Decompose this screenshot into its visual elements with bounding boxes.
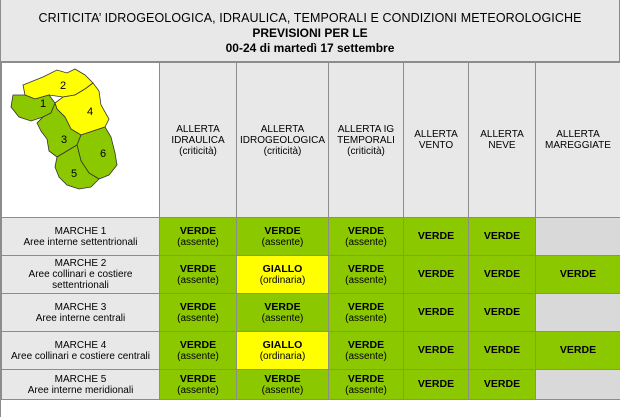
alert-level: VERDE [179,262,217,275]
alert-status-cell [329,370,404,400]
alert-status-cell [536,370,620,400]
col-label: ALLERTA [556,129,600,140]
alert-level: VERDE [417,344,455,356]
alert-status-cell [237,256,329,294]
col-label: IDRAULICA [171,134,225,146]
alert-status-cell [160,370,237,400]
zone-name-cell [2,370,160,400]
col-label: ALLERTA [480,129,524,140]
alert-status-cell [404,218,469,256]
col-neve [469,63,536,218]
zone-name-cell [2,218,160,256]
alert-level: VERDE [483,230,521,242]
map-label-zone-1: 1 [39,98,46,110]
zone-code: MARCHE 2 [54,258,107,269]
alert-level: VERDE [264,372,301,385]
alert-status-cell [160,294,237,332]
alert-level: GIALLO [262,262,303,275]
col-label: ALLERTA [260,123,305,135]
col-label: IDROGEOLOGICA [239,134,325,146]
alert-level: VERDE [347,224,385,237]
col-label: ALLERTA [176,123,220,135]
criticality-level: (assente) [345,350,387,362]
col-label: ALLERTA IG [337,123,395,135]
alert-status-cell [404,370,469,400]
alert-status-cell [469,332,536,370]
zone-name-cell [2,294,160,332]
alert-status-cell [536,256,620,294]
map-label-zone-5: 5 [70,168,77,180]
criticality-level: (assente) [177,274,219,286]
criticality-level: (ordinaria) [259,274,306,286]
alert-status-cell [469,256,536,294]
alert-status-cell [160,332,237,370]
alert-level: VERDE [264,224,301,237]
col-temporali [329,63,404,218]
criticality-level: (assente) [345,384,387,396]
zone-area: settentrionali [52,280,109,291]
alert-level: VERDE [179,338,217,351]
criticality-level: (assente) [177,312,219,324]
alert-status-cell [237,370,329,400]
col-idrogeologica [237,63,329,218]
zone-area: Aree interne meridionali [27,384,134,396]
col-label: MAREGGIATE [545,140,611,151]
alert-status-cell [469,294,536,332]
forecast-label: PREVISIONI PER LE [252,26,368,40]
alert-level: VERDE [483,268,521,280]
alert-status-cell [237,294,329,332]
zone-row [2,256,620,294]
alert-level: VERDE [347,262,385,275]
col-label: VENTO [418,140,454,151]
alert-level: VERDE [264,300,301,313]
alert-status-cell [329,256,404,294]
alert-level: VERDE [483,306,521,318]
alert-level: VERDE [559,268,597,280]
criticality-level: (assente) [177,384,219,396]
zone-code: MARCHE 1 [54,225,107,237]
map-label-zone-2: 2 [59,80,66,92]
col-vento [404,63,469,218]
alert-status-cell [404,332,469,370]
alert-status-cell [160,256,237,294]
alert-status-cell [160,218,237,256]
alert-level: VERDE [483,344,521,356]
marche-zones-map [5,65,157,215]
zone-row [2,332,620,370]
criticality-level: (assente) [177,350,219,362]
alert-level: VERDE [179,300,217,313]
alert-status-cell [237,332,329,370]
alert-status-cell [404,294,469,332]
alert-level: VERDE [417,268,455,280]
alert-status-cell [536,294,620,332]
zone-row [2,370,620,400]
criticality-level: (assente) [261,384,304,396]
alert-status-cell [237,218,329,256]
zone-code: MARCHE 4 [54,339,107,351]
alert-status-cell [469,218,536,256]
alert-level: VERDE [417,378,455,390]
col-label: (criticità) [347,145,385,157]
alert-status-cell [329,294,404,332]
criticality-level: (assente) [261,236,304,248]
alert-level: VERDE [347,338,385,351]
zone-code: MARCHE 3 [54,301,107,313]
col-label: NEVE [488,140,516,151]
zone-code: MARCHE 5 [54,373,107,385]
zone-area: Aree collinari e costiere centrali [11,350,150,362]
alert-status-cell [469,370,536,400]
column-header-row [2,63,620,218]
map-label-zone-4: 4 [86,106,93,118]
criticality-level: (assente) [345,312,387,324]
alert-level: VERDE [347,300,385,313]
criticality-level: (assente) [345,236,387,248]
zone-name-cell [2,256,160,294]
alert-status-cell [329,332,404,370]
alert-level: GIALLO [262,338,303,351]
bulletin-title: CRITICITA’ IDROGEOLOGICA, IDRAULICA, TEMPORALI E CONDIZIONI METEOROLOGICHE [38,11,582,25]
region-map [2,63,160,218]
alert-status-cell [404,256,469,294]
alert-level: VERDE [417,230,455,242]
zone-rows [2,218,620,400]
alert-level: VERDE [559,344,597,356]
zone-name-cell [2,332,160,370]
alert-status-cell [536,218,620,256]
alert-level: VERDE [347,372,385,385]
alert-status-cell [329,218,404,256]
col-label: TEMPORALI [337,134,395,146]
zone-area: Aree collinari e costiere [28,269,133,280]
col-mareggiate [536,63,620,218]
map-label-zone-6: 6 [99,148,106,160]
col-label: (criticità) [179,145,217,157]
alert-level: VERDE [179,224,217,237]
alert-table [1,62,620,400]
forecast-date: 00-24 di martedì 17 settembre [225,41,395,55]
bulletin-header [1,0,620,62]
alert-status-cell [536,332,620,370]
col-idraulica [160,63,237,218]
alert-level: VERDE [483,378,521,390]
zone-row [2,294,620,332]
criticality-level: (ordinaria) [259,350,306,362]
zone-area: Aree interne centrali [35,312,126,324]
criticality-level: (assente) [177,236,219,248]
map-label-zone-3: 3 [60,134,67,146]
col-label: ALLERTA [414,129,458,140]
alert-level: VERDE [179,372,217,385]
criticality-level: (assente) [261,312,304,324]
criticality-level: (assente) [345,274,387,286]
col-label: (criticità) [263,145,302,157]
zone-area: Aree interne settentrionali [23,236,138,248]
alert-level: VERDE [417,306,455,318]
zone-row [2,218,620,256]
